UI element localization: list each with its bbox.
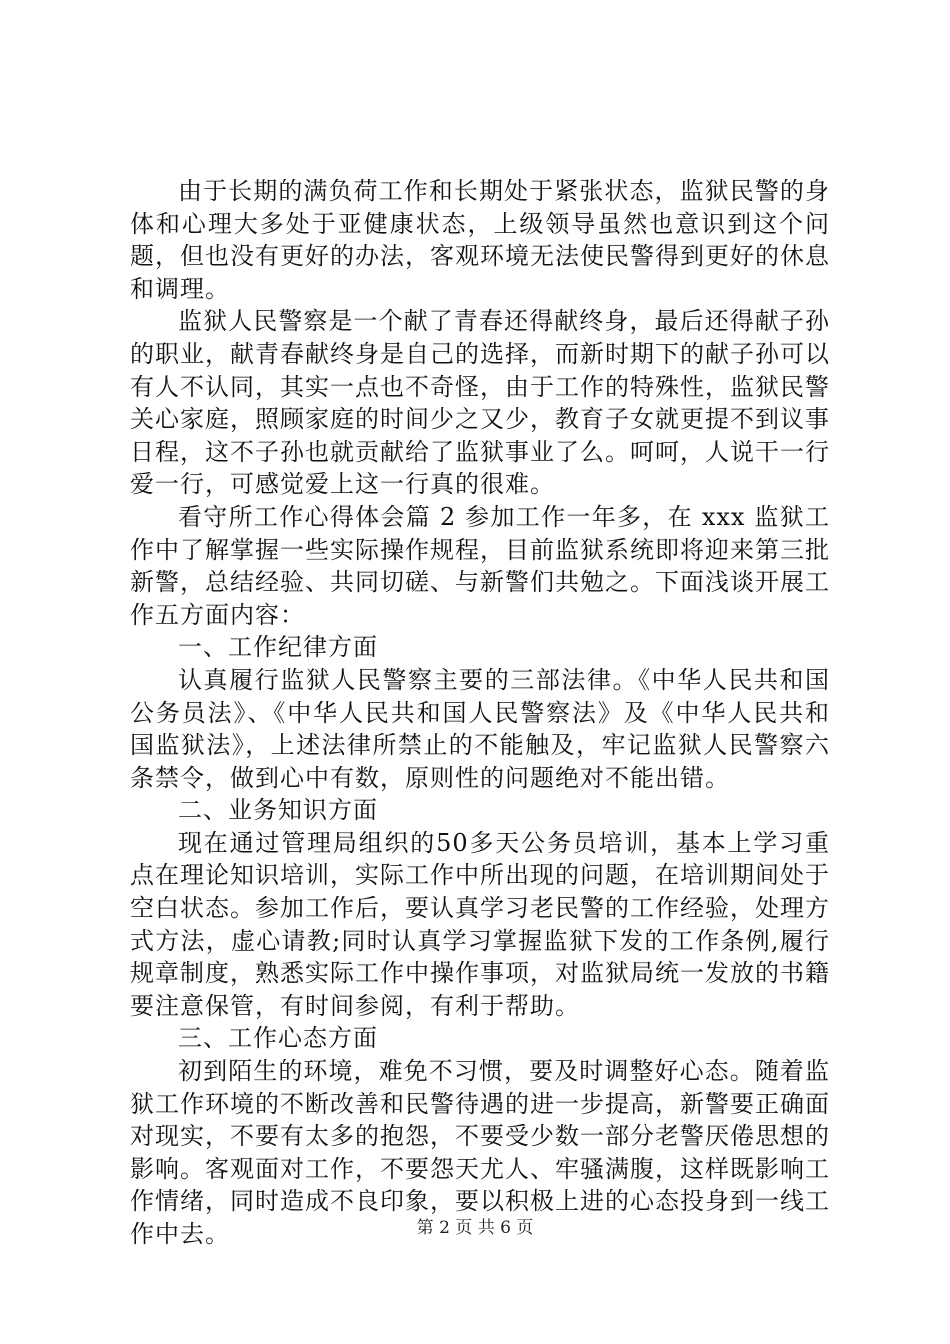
- paragraph: 监狱人民警察是一个献了青春还得献终身，最后还得献子孙的职业，献青春献终身是自己的选择，而新时期下的献子孙可以有人不认同，其实一点也不奇怪，由于工作的特殊性，监狱民警关心家庭，照顾家庭的时间少之又少，教育子女就更提不到议事日程，这不子孙也就贡献给了监狱事业了么。呵呵，人说干一行爱一行，可感觉爱上这一行真的很难。: [130, 307, 830, 499]
- section-heading: 三、工作心态方面: [178, 1024, 378, 1053]
- paragraph: 由于长期的满负荷工作和长期处于紧张状态，监狱民警的身体和心理大多处于亚健康状态，上级领导虽然也意识到这个问题，但也没有更好的办法，客观环境无法使民警得到更好的休息和调理。: [130, 177, 830, 303]
- paragraph: 看守所工作心得体会篇 2 参加工作一年多，在 xxx 监狱工作中了解掌握一些实际操作规程，目前监狱系统即将迎来第三批新警，总结经验、共同切磋、与新警们共勉之。下面浅谈开展工作五方面内容：: [130, 502, 830, 629]
- section-heading: 二、业务知识方面: [178, 796, 378, 825]
- section-heading: 一、工作纪律方面: [178, 633, 378, 662]
- paragraph: 初到陌生的环境，难免不习惯，要及时调整好心态。随着监狱工作环境的不断改善和民警待遇的进一步提高，新警要正确面对现实，不要有太多的抱怨，不要受少数一部分老警厌倦思想的影响。客观面对工作，不要怨天尤人、牢骚满腹，这样既影响工作情绪，同时造成不良印象，要以积极上进的心态投身到一线工作中去。: [130, 1057, 830, 1248]
- paragraph: 认真履行监狱人民警察主要的三部法律。《中华人民共和国公务员法》、《中华人民共和国人民警察法》及《中华人民共和国监狱法》，上述法律所禁止的不能触及，牢记监狱人民警察六条禁令，做到心中有数，原则性的问题绝对不能出错。: [130, 665, 830, 792]
- page-footer: 第 2 页 共 6 页: [416, 1218, 534, 1238]
- document-body: [130, 175, 830, 1251]
- paragraph: 现在通过管理局组织的50多天公务员培训，基本上学习重点在理论知识培训，实际工作中所出现的问题，在培训期间处于空白状态。参加工作后，要认真学习老民警的工作经验，处理方式方法，虚心请教;同时认真学习掌握监狱下发的工作条例,履行规章制度，熟悉实际工作中操作事项，对监狱局统一发放的书籍要注意保管，有时间参阅，有利于帮助。: [130, 828, 830, 1020]
